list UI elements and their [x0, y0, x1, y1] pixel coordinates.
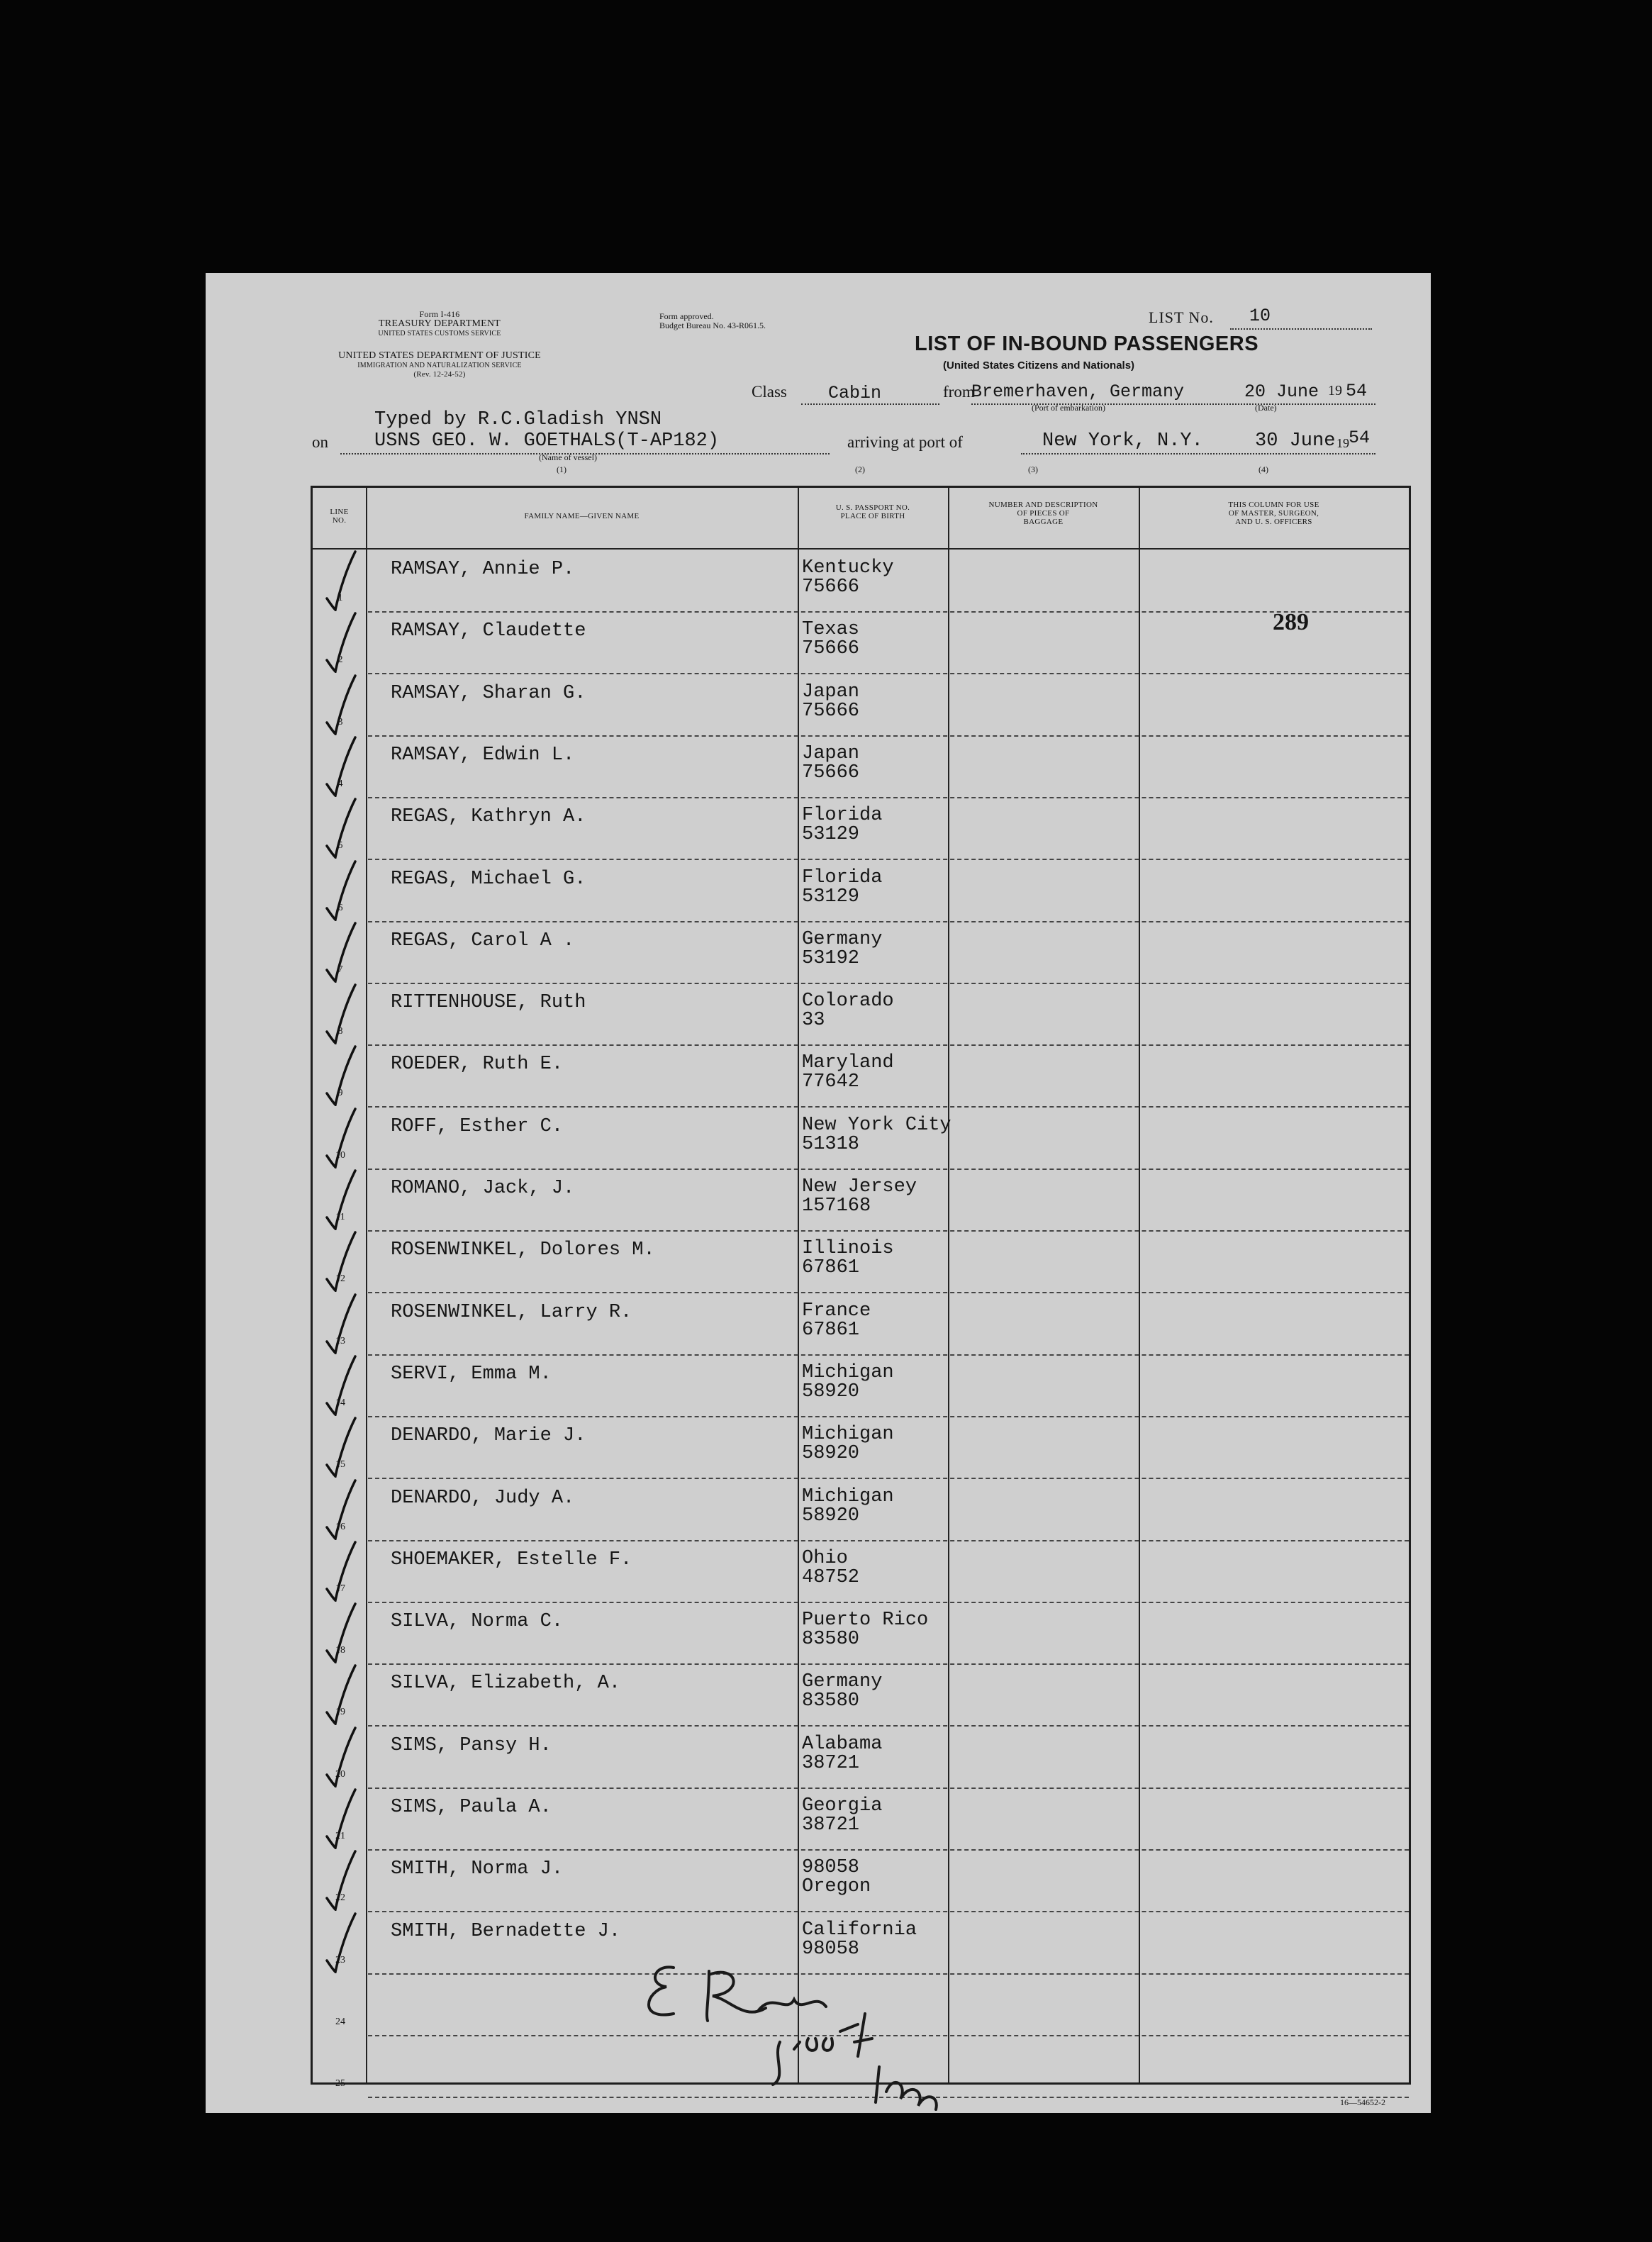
place-of-birth: Texas [802, 619, 860, 641]
passenger-name: ROSENWINKEL, Dolores M. [391, 1239, 655, 1261]
passport-number: 53192 [802, 947, 860, 969]
passport-number: 83580 [802, 1629, 860, 1651]
embarkation-date: 20 June [1244, 381, 1319, 402]
line-number: 10 [335, 1149, 345, 1161]
table-row [313, 1788, 1409, 1851]
col-num-3: (3) [1028, 464, 1038, 474]
place-of-birth: Ohio [802, 1547, 848, 1569]
table-row [313, 1664, 1409, 1727]
place-of-birth: Germany [802, 1671, 883, 1693]
form-approved: Form approved. [659, 311, 714, 321]
place-of-birth: France [802, 1300, 871, 1322]
passport-number: 75666 [802, 762, 860, 783]
passport-number: 33 [802, 1010, 825, 1032]
passport-number: 157168 [802, 1195, 871, 1217]
place-of-birth: Japan [802, 681, 860, 703]
line-number: 19 [335, 1707, 345, 1718]
line-number: 11 [335, 1212, 345, 1222]
check-mark-icon [323, 981, 365, 1044]
check-mark-icon [323, 1352, 365, 1416]
passenger-name: RITTENHOUSE, Ruth [391, 992, 586, 1014]
check-mark-icon [323, 1290, 365, 1354]
passenger-table [311, 486, 1411, 2090]
embarkation-year: 54 [1346, 381, 1368, 401]
line-number: 18 [335, 1645, 345, 1656]
on-label: on [312, 433, 328, 451]
line-number: 21 [335, 1831, 345, 1841]
table-row [313, 798, 1409, 860]
check-mark-icon [323, 547, 365, 611]
passenger-name: REGAS, Carol A . [391, 930, 575, 952]
table-row [313, 983, 1409, 1046]
form-code: 16—54652-2 [1340, 2097, 1385, 2107]
table-row [313, 1602, 1409, 1665]
line-number: 1 [337, 593, 343, 603]
table-row [313, 612, 1409, 674]
table-row [313, 860, 1409, 922]
table-row [313, 1850, 1409, 1912]
place-of-birth: New Jersey [802, 1176, 917, 1198]
place-of-birth: Illinois [802, 1238, 894, 1260]
passport-number: 75666 [802, 638, 860, 660]
from-label: from [943, 383, 975, 401]
check-mark-icon [323, 1105, 365, 1169]
arrival-date: 30 June [1255, 430, 1336, 452]
typed-by: Typed by R.C.Gladish YNSN [374, 409, 662, 430]
class-value: Cabin [828, 383, 882, 403]
line-number: 17 [335, 1583, 345, 1594]
ins-service: IMMIGRATION AND NATURALIZATION SERVICE [357, 362, 522, 369]
check-mark-icon [323, 1909, 365, 1973]
passport-number: 67861 [802, 1257, 860, 1279]
table-row [313, 922, 1409, 984]
passenger-name: RAMSAY, Sharan G. [391, 682, 586, 704]
line-number: 15 [335, 1459, 345, 1471]
table-row [313, 1293, 1409, 1356]
passport-number: 58920 [802, 1381, 860, 1402]
treasury-dept: TREASURY DEPARTMENT [379, 318, 501, 329]
check-mark-icon [323, 1476, 365, 1540]
place-of-birth: Georgia [802, 1795, 883, 1817]
line-number: 25 [335, 2078, 345, 2090]
line-number: 16 [335, 1521, 345, 1532]
passenger-name: SIMS, Pansy H. [391, 1734, 552, 1756]
passenger-name: RAMSAY, Claudette [391, 620, 586, 642]
check-mark-icon [323, 919, 365, 983]
table-row [313, 1417, 1409, 1479]
place-of-birth: Michigan [802, 1424, 894, 1446]
date-caption: (Date) [1255, 403, 1277, 413]
table-row [313, 1727, 1409, 1789]
passenger-name: SHOEMAKER, Estelle F. [391, 1549, 632, 1571]
line-number: 24 [335, 2016, 345, 2027]
check-mark-icon [323, 857, 365, 921]
form-subtitle: (United States Citizens and Nationals) [943, 359, 1135, 372]
passport-number: 83580 [802, 1690, 860, 1712]
line-number: 3 [337, 716, 343, 727]
place-of-birth: 98058 [802, 1857, 860, 1879]
table-row [313, 1169, 1409, 1232]
line-number: 13 [335, 1335, 345, 1346]
justice-dept: UNITED STATES DEPARTMENT OF JUSTICE [338, 350, 541, 361]
line-number: 4 [337, 778, 343, 789]
customs-service: UNITED STATES CUSTOMS SERVICE [378, 330, 501, 338]
passenger-name: DENARDO, Judy A. [391, 1487, 575, 1509]
place-of-birth: Germany [802, 928, 883, 950]
arrival-port: New York, N.Y. [1042, 430, 1203, 452]
passenger-name: SERVI, Emma M. [391, 1363, 552, 1385]
class-label: Class [752, 383, 787, 401]
place-of-birth: Colorado [802, 991, 894, 1013]
place-of-birth: Florida [802, 805, 883, 827]
line-number: 5 [337, 840, 343, 852]
vessel-caption: (Name of vessel) [539, 452, 597, 462]
passenger-name: SILVA, Elizabeth, A. [391, 1673, 621, 1695]
embarkation-port: Bremerhaven, Germany [971, 381, 1185, 402]
check-mark-icon [323, 1042, 365, 1106]
passport-number: 75666 [802, 576, 860, 598]
check-mark-icon [323, 733, 365, 797]
line-number: 9 [337, 1088, 343, 1099]
officer-number-stamp: 289 [1273, 609, 1309, 635]
passenger-name: ROFF, Esther C. [391, 1115, 564, 1137]
line-number: 8 [337, 1026, 343, 1037]
passport-number: Oregon [802, 1876, 871, 1898]
col-num-1: (1) [557, 464, 567, 474]
passport-number: 51318 [802, 1133, 860, 1155]
passport-number: 48752 [802, 1566, 860, 1588]
line-number: 23 [335, 1954, 345, 1965]
place-of-birth: Maryland [802, 1052, 894, 1074]
passenger-name: SMITH, Bernadette J. [391, 1920, 621, 1942]
passport-number: 38721 [802, 1814, 860, 1836]
place-of-birth: Michigan [802, 1485, 894, 1507]
place-of-birth: New York City [802, 1114, 951, 1136]
table-row [313, 550, 1409, 613]
header-baggage: NUMBER AND DESCRIPTION OF PIECES OF BAGGAGE [988, 501, 1098, 526]
passenger-name: SMITH, Norma J. [391, 1858, 564, 1880]
place-of-birth: Florida [802, 866, 883, 888]
form-number: Form I-416 [419, 309, 460, 319]
arriving-label: arriving at port of [847, 433, 963, 451]
line-number: 20 [335, 1768, 345, 1780]
passenger-name: SIMS, Paula A. [391, 1797, 552, 1818]
passport-number: 53129 [802, 886, 860, 908]
passport-number: 77642 [802, 1071, 860, 1093]
passport-number: 75666 [802, 700, 860, 722]
table-row [313, 674, 1409, 737]
list-no-label: LIST No. [1149, 308, 1214, 326]
place-of-birth: California [802, 1919, 917, 1941]
table-row [313, 1045, 1409, 1108]
place-of-birth: Kentucky [802, 557, 894, 579]
place-of-birth: Michigan [802, 1361, 894, 1383]
form-title: LIST OF IN-BOUND PASSENGERS [915, 333, 1259, 355]
col-num-4: (4) [1258, 464, 1268, 474]
line-number: 6 [337, 902, 343, 913]
col-num-2: (2) [855, 464, 865, 474]
check-mark-icon [323, 1785, 365, 1849]
table-row [313, 1479, 1409, 1541]
passport-number: 58920 [802, 1443, 860, 1465]
check-mark-icon [323, 609, 365, 673]
table-row [313, 1108, 1409, 1170]
check-mark-icon [323, 1600, 365, 1663]
place-of-birth: Japan [802, 742, 860, 764]
handwritten-signature [440, 1943, 978, 2184]
vessel-name: USNS GEO. W. GOETHALS(T-AP182) [374, 430, 720, 452]
place-of-birth: Puerto Rico [802, 1610, 929, 1632]
embarkation-caption: (Port of embarkation) [1032, 403, 1105, 413]
table-row [313, 1231, 1409, 1293]
header-line: LINE NO. [330, 508, 349, 525]
budget-bureau: Budget Bureau No. 43-R061.5. [659, 320, 766, 330]
arrival-year: 54 [1349, 428, 1371, 448]
place-of-birth: Alabama [802, 1733, 883, 1755]
table-row [313, 1541, 1409, 1603]
line-number: 2 [337, 654, 343, 666]
passenger-name: REGAS, Kathryn A. [391, 806, 586, 828]
line-number: 14 [335, 1397, 345, 1408]
header-passport: U. S. PASSPORT NO. PLACE OF BIRTH [835, 503, 910, 520]
check-mark-icon [323, 1166, 365, 1230]
check-mark-icon [323, 1538, 365, 1602]
passenger-name: DENARDO, Marie J. [391, 1425, 586, 1447]
passenger-name: REGAS, Michael G. [391, 868, 586, 890]
line-number: 7 [337, 964, 343, 975]
table-row [313, 1355, 1409, 1417]
passenger-name: ROSENWINKEL, Larry R. [391, 1301, 632, 1323]
check-mark-icon [323, 1724, 365, 1788]
passport-number: 38721 [802, 1752, 860, 1774]
passenger-manifest-sheet [206, 273, 1431, 2113]
passport-number: 98058 [802, 1938, 860, 1960]
arrival-year-prefix: 19 [1336, 436, 1349, 450]
check-mark-icon [323, 1228, 365, 1292]
passenger-name: RAMSAY, Annie P. [391, 559, 575, 580]
passenger-name: RAMSAY, Edwin L. [391, 744, 575, 766]
table-row [313, 736, 1409, 798]
form-revision: (Rev. 12-24-52) [413, 370, 466, 379]
year-prefix: 19 [1328, 383, 1342, 398]
passport-number: 53129 [802, 824, 860, 846]
header-officers: THIS COLUMN FOR USE OF MASTER, SURGEON, AND U. S. OFFICERS [1228, 501, 1319, 526]
passport-number: 67861 [802, 1319, 860, 1341]
check-mark-icon [323, 1661, 365, 1725]
passenger-name: ROEDER, Ruth E. [391, 1054, 564, 1076]
passenger-name: ROMANO, Jack, J. [391, 1178, 575, 1199]
passport-number: 58920 [802, 1505, 860, 1527]
check-mark-icon [323, 1414, 365, 1478]
line-number: 22 [335, 1892, 345, 1904]
check-mark-icon [323, 795, 365, 859]
header-name: FAMILY NAME—GIVEN NAME [524, 512, 640, 520]
check-mark-icon [323, 1847, 365, 1911]
list-no-value: 10 [1249, 306, 1271, 326]
check-mark-icon [323, 671, 365, 735]
passenger-name: SILVA, Norma C. [391, 1611, 564, 1633]
line-number: 12 [335, 1273, 345, 1285]
